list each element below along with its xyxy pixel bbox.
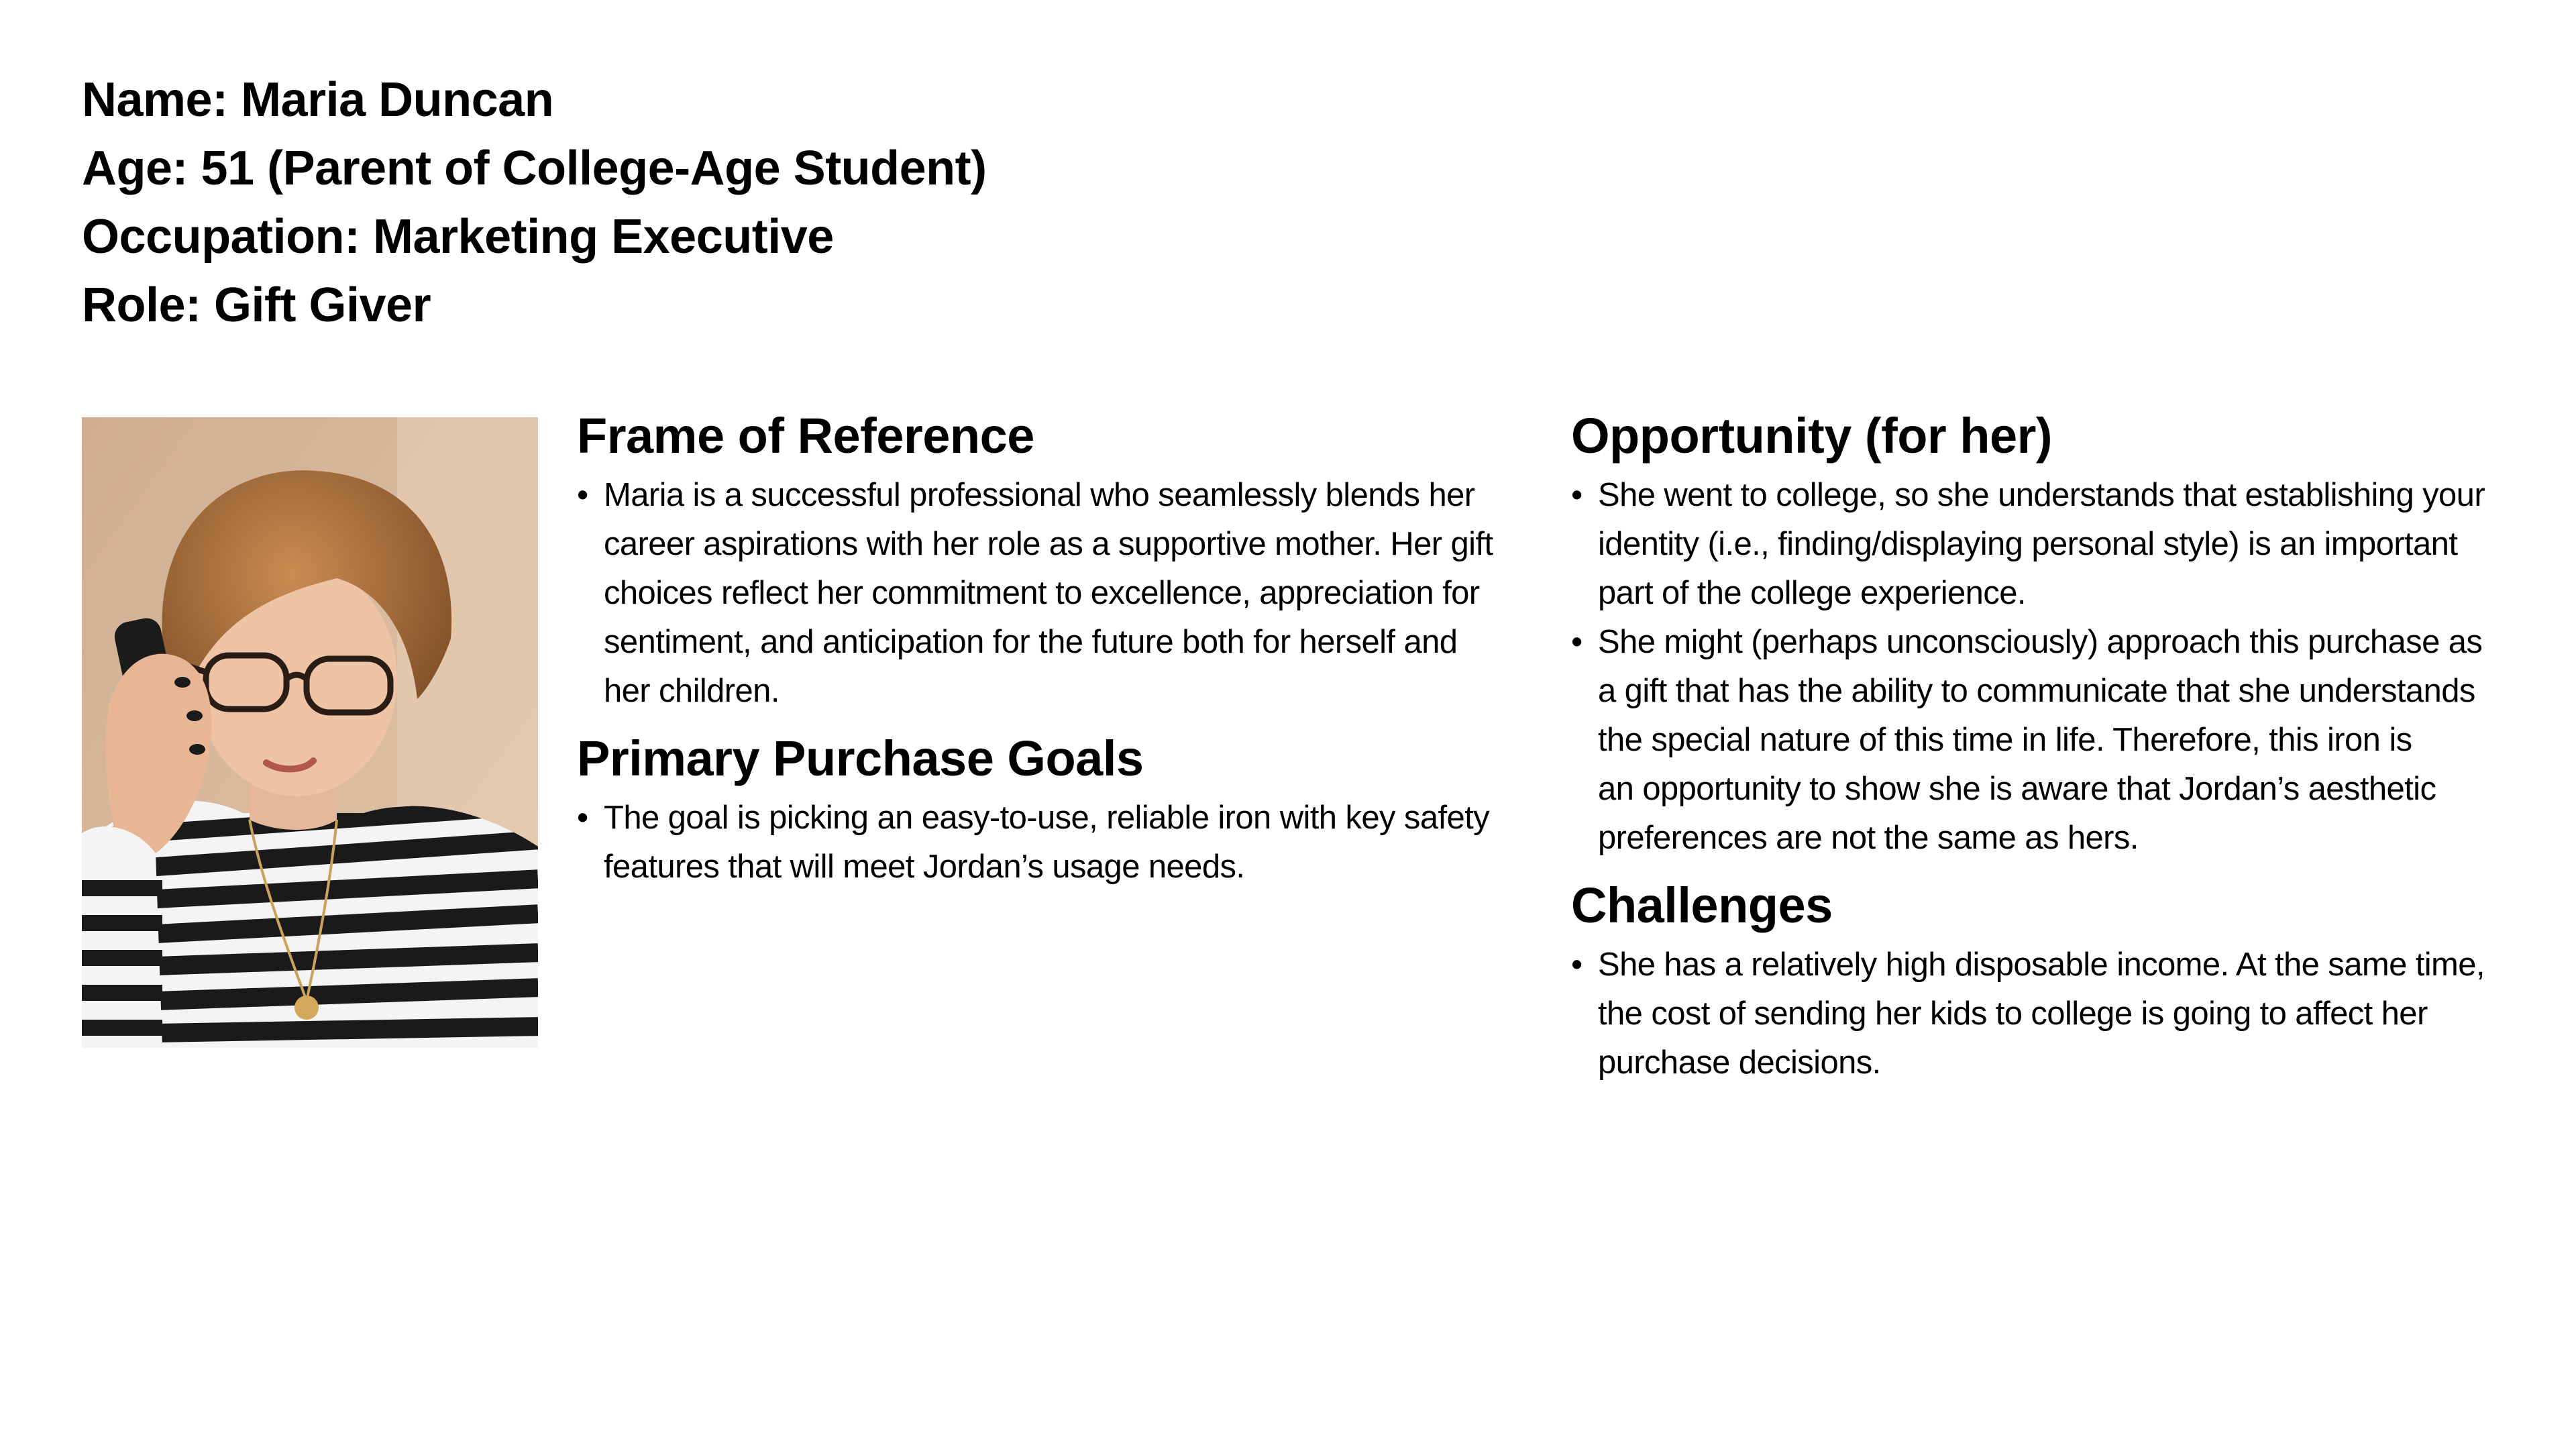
opportunity-list xyxy=(1571,471,2551,863)
list-item xyxy=(577,471,1543,716)
list-item xyxy=(1571,471,2551,618)
text-line: her children. xyxy=(604,673,780,709)
persona-occupation: Occupation: Marketing Executive xyxy=(82,210,834,264)
text-line: an opportunity to show she is aware that Jordan’s aesthetic xyxy=(1598,771,2436,807)
frame-of-reference-title: Frame of Reference xyxy=(577,408,1034,464)
opportunity-title: Opportunity (for her) xyxy=(1571,408,2053,464)
text-line: part of the college experience. xyxy=(1598,575,2026,611)
list-item xyxy=(1571,618,2551,863)
text-line: choices reflect her commitment to excellence, appreciation for xyxy=(604,575,1480,611)
text-line: preferences are not the same as hers. xyxy=(1598,820,2139,856)
persona-age: Age: 51 (Parent of College-Age Student) xyxy=(82,142,987,195)
text-line: purchase decisions. xyxy=(1598,1044,1881,1081)
text-line: career aspirations with her role as a supportive mother. Her gift xyxy=(604,526,1493,562)
text-line: the special nature of this time in life. Therefore, this iron is xyxy=(1598,722,2412,758)
primary-purchase-goals-title: Primary Purchase Goals xyxy=(577,731,1144,786)
list-item xyxy=(1571,941,2551,1087)
text-line: • She has a relatively high disposable income. At the same time, xyxy=(1598,947,2485,983)
persona-role: Role: Gift Giver xyxy=(82,278,431,332)
persona-header xyxy=(82,66,987,339)
text-line: identity (i.e., finding/displaying personal style) is an important xyxy=(1598,526,2458,562)
frame-of-reference-list xyxy=(577,471,1543,716)
list-item xyxy=(577,794,1543,892)
primary-purchase-goals-list xyxy=(577,794,1543,892)
text-line: • She went to college, so she understands that establishing your xyxy=(1598,477,2485,513)
persona-photo xyxy=(82,417,538,1048)
text-line: • Maria is a successful professional who seamlessly blends her xyxy=(604,477,1475,513)
text-line: • She might (perhaps unconsciously) approach this purchase as xyxy=(1598,624,2483,660)
text-line: a gift that has the ability to communicate that she understands xyxy=(1598,673,2475,709)
challenges-title: Challenges xyxy=(1571,877,1833,933)
text-line: • The goal is picking an easy-to-use, reliable iron with key safety xyxy=(604,800,1490,836)
right-column xyxy=(1571,401,2551,1095)
text-line: the cost of sending her kids to college is going to affect her xyxy=(1598,996,2428,1032)
persona-photo-illustration xyxy=(82,417,538,1048)
text-line: features that will meet Jordan’s usage needs. xyxy=(604,849,1245,885)
challenges-list xyxy=(1571,941,2551,1087)
left-column xyxy=(577,401,1543,900)
persona-name: Name: Maria Duncan xyxy=(82,73,554,127)
text-line: sentiment, and anticipation for the future both for herself and xyxy=(604,624,1458,660)
